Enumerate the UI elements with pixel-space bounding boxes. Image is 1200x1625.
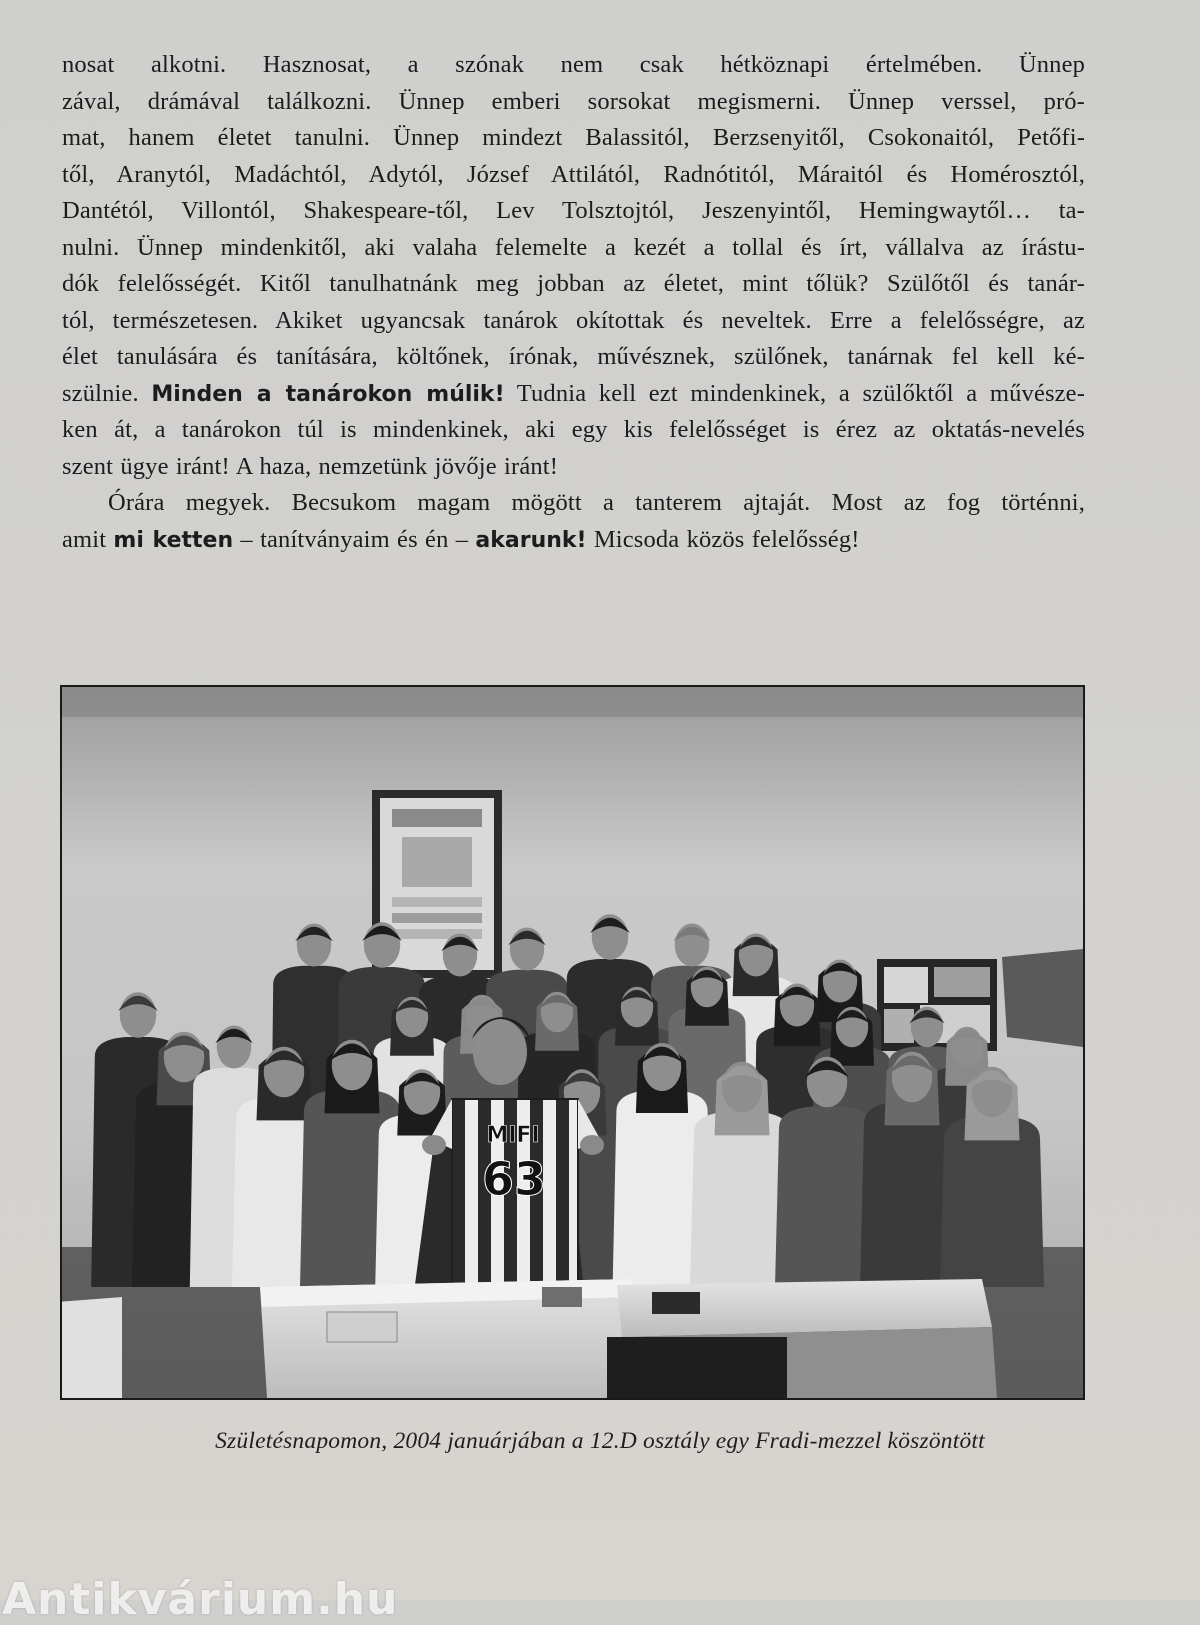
class-photo-drawing [62, 687, 1083, 1398]
text-line: Dantétól, Villontól, Shakespeare-től, Lev Tolsztojtól, Jeszenyintől, Hemingwaytől… ta- [62, 197, 1085, 224]
bold-phrase: akarunk! [475, 527, 587, 553]
text-line: ken át, a tanárokon túl is mindenkinek, aki egy kis felelősséget is érez az oktatás-nevelés [62, 416, 1085, 443]
text-line [62, 376, 1085, 413]
paragraph [62, 485, 1085, 558]
photo-caption: Születésnapomon, 2004 januárjában a 12.D osztály egy Fradi-mezzel köszöntött [215, 1428, 985, 1454]
text-segment: Micsoda közös felelősség! [586, 525, 860, 553]
text-segment: amit [62, 525, 114, 553]
text-line: tól, természetesen. Akiket ugyancsak tanárok okítottak és neveltek. Erre a felelősségre, az [62, 306, 1085, 334]
jersey-name: MIFI [486, 1123, 540, 1148]
text-line: zával, drámával találkozni. Ünnep emberi sorsokat megismerni. Ünnep verssel, pró- [62, 87, 1085, 115]
text-line: mat, hanem életet tanulni. Ünnep mindezt Balassitól, Berzsenyitől, Csokonaitól, Petőfi- [62, 124, 1085, 151]
text-line: dók felelősségét. Kitől tanulhatnánk meg jobban az életet, mint tőlük? Szülőtől és tanár- [62, 270, 1085, 297]
bold-phrase: mi ketten [113, 527, 234, 553]
text-line: nosat alkotni. Hasznosat, a szónak nem csak hétköznapi értelmében. Ünnep [62, 51, 1085, 78]
text-segment: Tudnia kell ezt mindenkinek, a szülőktől a művésze- [504, 379, 1086, 407]
text-line: Órára megyek. Becsukom magam mögött a tanterem ajtaját. Most az fog történni, [108, 489, 1085, 516]
text-line: nulni. Ünnep mindenkitől, aki valaha felemelte a kezét a tollal és írt, vállalva az írástu- [62, 233, 1085, 261]
body-text [62, 47, 1085, 558]
jersey-number: 63 [481, 1152, 547, 1206]
desk-item [327, 1312, 397, 1342]
class-photo [60, 685, 1085, 1400]
bold-phrase: Minden a tanárokon múlik! [151, 381, 505, 407]
watermark: Antikvárium.hu [2, 1574, 399, 1625]
text-line [62, 522, 1085, 559]
desk-item [652, 1292, 700, 1314]
text-line: től, Aranytól, Madáchtól, Adytól, József Attilától, Radnótitól, Máraitól és Homérosztól, [62, 160, 1085, 188]
desk-item [542, 1287, 582, 1307]
text-segment: szülnie. [62, 379, 152, 407]
ceiling-shadow [62, 687, 1083, 717]
paragraph [62, 47, 1085, 485]
text-segment: – tanítványaim és én – [233, 525, 476, 553]
text-line: élet tanulására és tanítására, költőnek, írónak, művésznek, szülőnek, tanárnak fel kell ké- [62, 343, 1085, 370]
text-line: szent ügye iránt! A haza, nemzetünk jövője iránt! [62, 452, 559, 480]
